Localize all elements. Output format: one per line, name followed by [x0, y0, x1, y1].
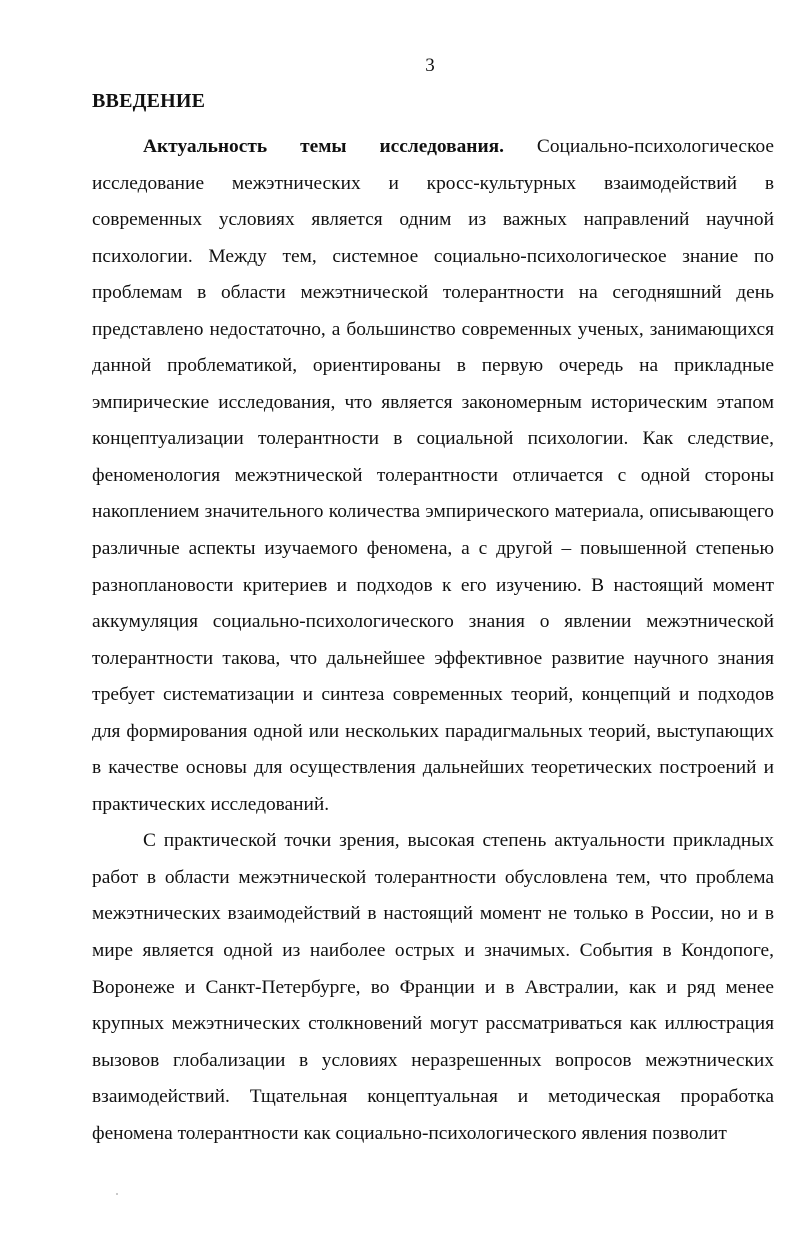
paragraph-lead-title: Актуальность темы исследования.: [143, 136, 504, 157]
paragraph-practical: [92, 823, 774, 1152]
body-text: [92, 129, 774, 1152]
page-number: 3: [425, 55, 435, 76]
scan-artifact-dot: [116, 1193, 118, 1195]
paragraph-text: С практической точки зрения, высокая степень актуальности прикладных работ в области межэтнической толерантности обусловлена тем, что проблема межэтнических взаимодействий в настоящий момент не только в России, но и в мире является одной из наиболее острых и значимых. События в Кондопоге, Воронеже и Санкт-Петербурге, во Франции и в Австралии, как и ряд менее крупных межэтнических столкновений могут рассматриваться как иллюстрация вызовов глобализации в условиях неразрешенных вопросов межэтнических взаимодействий. Тщательная концептуальная и методическая проработка феномена толерантности как социально-психологического явления позволит: [92, 830, 774, 1144]
paragraph-text: Социально-психологическое исследование межэтнических и кросс-культурных взаимодействий в современных условиях является одним из важных направлений научной психологии. Между тем, системное социально-психологическое знание по проблемам в области межэтнической толерантности на сегодняшний день представлено недостаточно, а большинство современных ученых, занимающихся данной проблематикой, ориентированы в первую очередь на прикладные эмпирические исследования, что является закономерным историческим этапом концептуализации толерантности в социальной психологии. Как следствие, феноменология межэтнической толерантности отличается с одной стороны накоплением значительного количества эмпирического материала, описывающего различные аспекты изучаемого феномена, а с другой – повышенной степенью разноплановости критериев и подходов к его изучению. В настоящий момент аккумуляция социально-психологического знания о явлении межэтнической толерантности такова, что дальнейшее эффективное развитие научного знания требует систематизации и синтеза современных теорий, концепций и подходов для формирования одной или нескольких парадигмальных теорий, выступающих в качестве основы для осуществления дальнейших теоретических построений и практических исследований.: [92, 136, 775, 815]
paragraph-relevance: [92, 129, 774, 823]
section-heading: ВВЕДЕНИЕ: [92, 90, 206, 112]
